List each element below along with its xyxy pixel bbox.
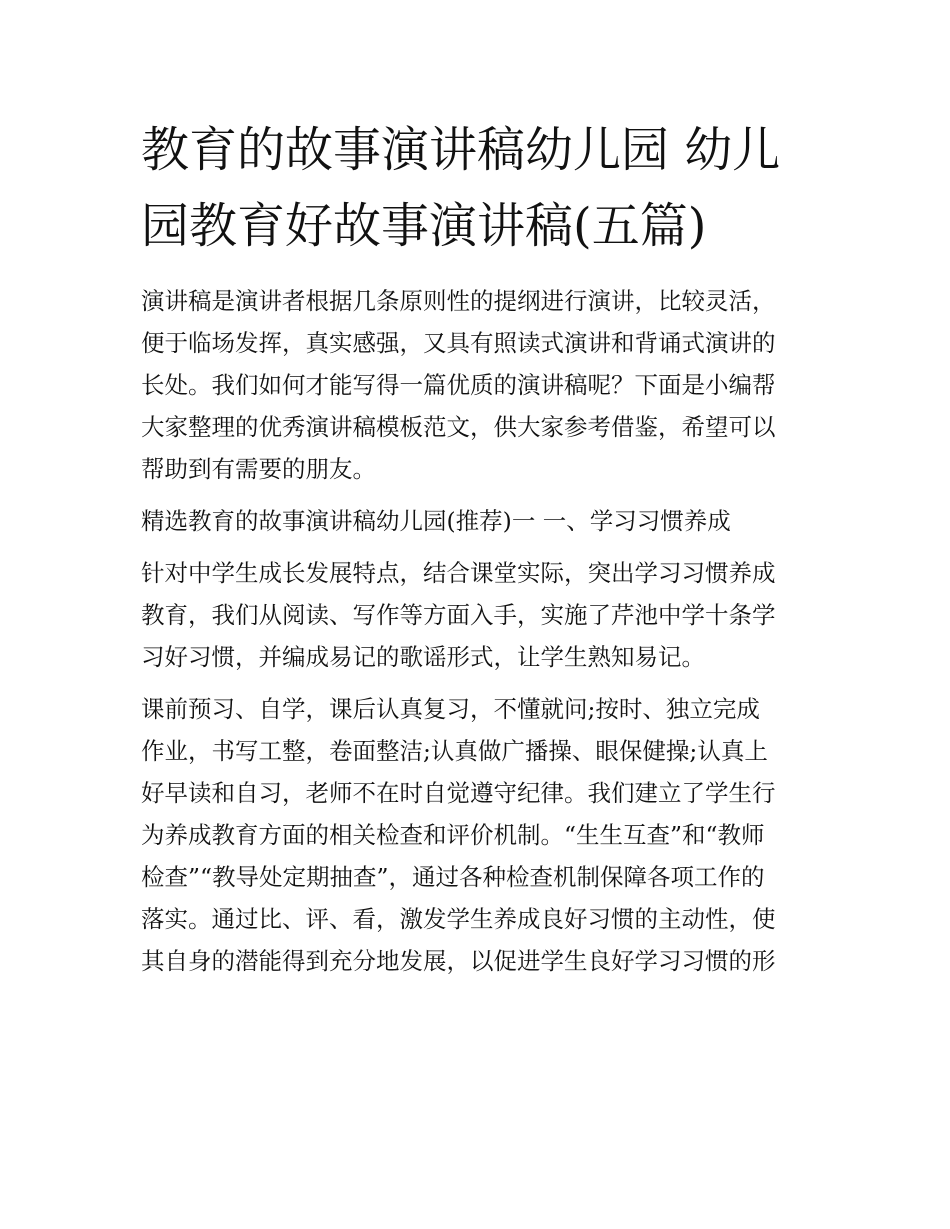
document-body (141, 280, 831, 992)
text-line: 好早读和自习，老师不在时自觉遵守纪律。我们建立了学生行 (141, 779, 776, 807)
text-line: 演讲稿是演讲者根据几条原则性的提纲进行演讲，比较灵活， (141, 287, 776, 315)
text-line: 帮助到有需要的朋友。 (141, 455, 376, 483)
text-line: 精选教育的故事演讲稿幼儿园(推荐)一 一、学习习惯养成 (141, 507, 731, 535)
title-line-1: 教育的故事演讲稿幼儿园 幼儿 (141, 122, 781, 178)
document-title (141, 112, 821, 264)
text-line: 针对中学生成长发展特点，结合课堂实际，突出学习习惯养成 (141, 559, 776, 587)
text-line: 其自身的潜能得到充分地发展，以促进学生良好学习习惯的形 (141, 947, 776, 975)
text-line: 落实。通过比、评、看，激发学生养成良好习惯的主动性，使 (141, 905, 776, 933)
paragraph-intro (141, 280, 831, 490)
text-line: 习好习惯，并编成易记的歌谣形式，让学生熟知易记。 (141, 643, 705, 671)
paragraph-habits (141, 552, 831, 678)
paragraph-section-heading (141, 500, 831, 542)
paragraph-details (141, 688, 831, 982)
text-line: 便于临场发挥，真实感强，又具有照读式演讲和背诵式演讲的 (141, 329, 776, 357)
text-line: 教育，我们从阅读、写作等方面入手，实施了芹池中学十条学 (141, 601, 776, 629)
title-line-2: 园教育好故事演讲稿(五篇) (141, 198, 707, 254)
text-line: 作业，书写工整，卷面整洁;认真做广播操、眼保健操;认真上 (141, 737, 768, 765)
text-line: 检查”“教导处定期抽查”，通过各种检查机制保障各项工作的 (141, 863, 765, 891)
text-line: 课前预习、自学，课后认真复习，不懂就问;按时、独立完成 (141, 695, 760, 723)
text-line: 为养成教育方面的相关检查和评价机制。“生生互查”和“教师 (141, 821, 765, 849)
text-line: 大家整理的优秀演讲稿模板范文，供大家参考借鉴，希望可以 (141, 413, 776, 441)
text-line: 长处。我们如何才能写得一篇优质的演讲稿呢？下面是小编帮 (141, 371, 776, 399)
